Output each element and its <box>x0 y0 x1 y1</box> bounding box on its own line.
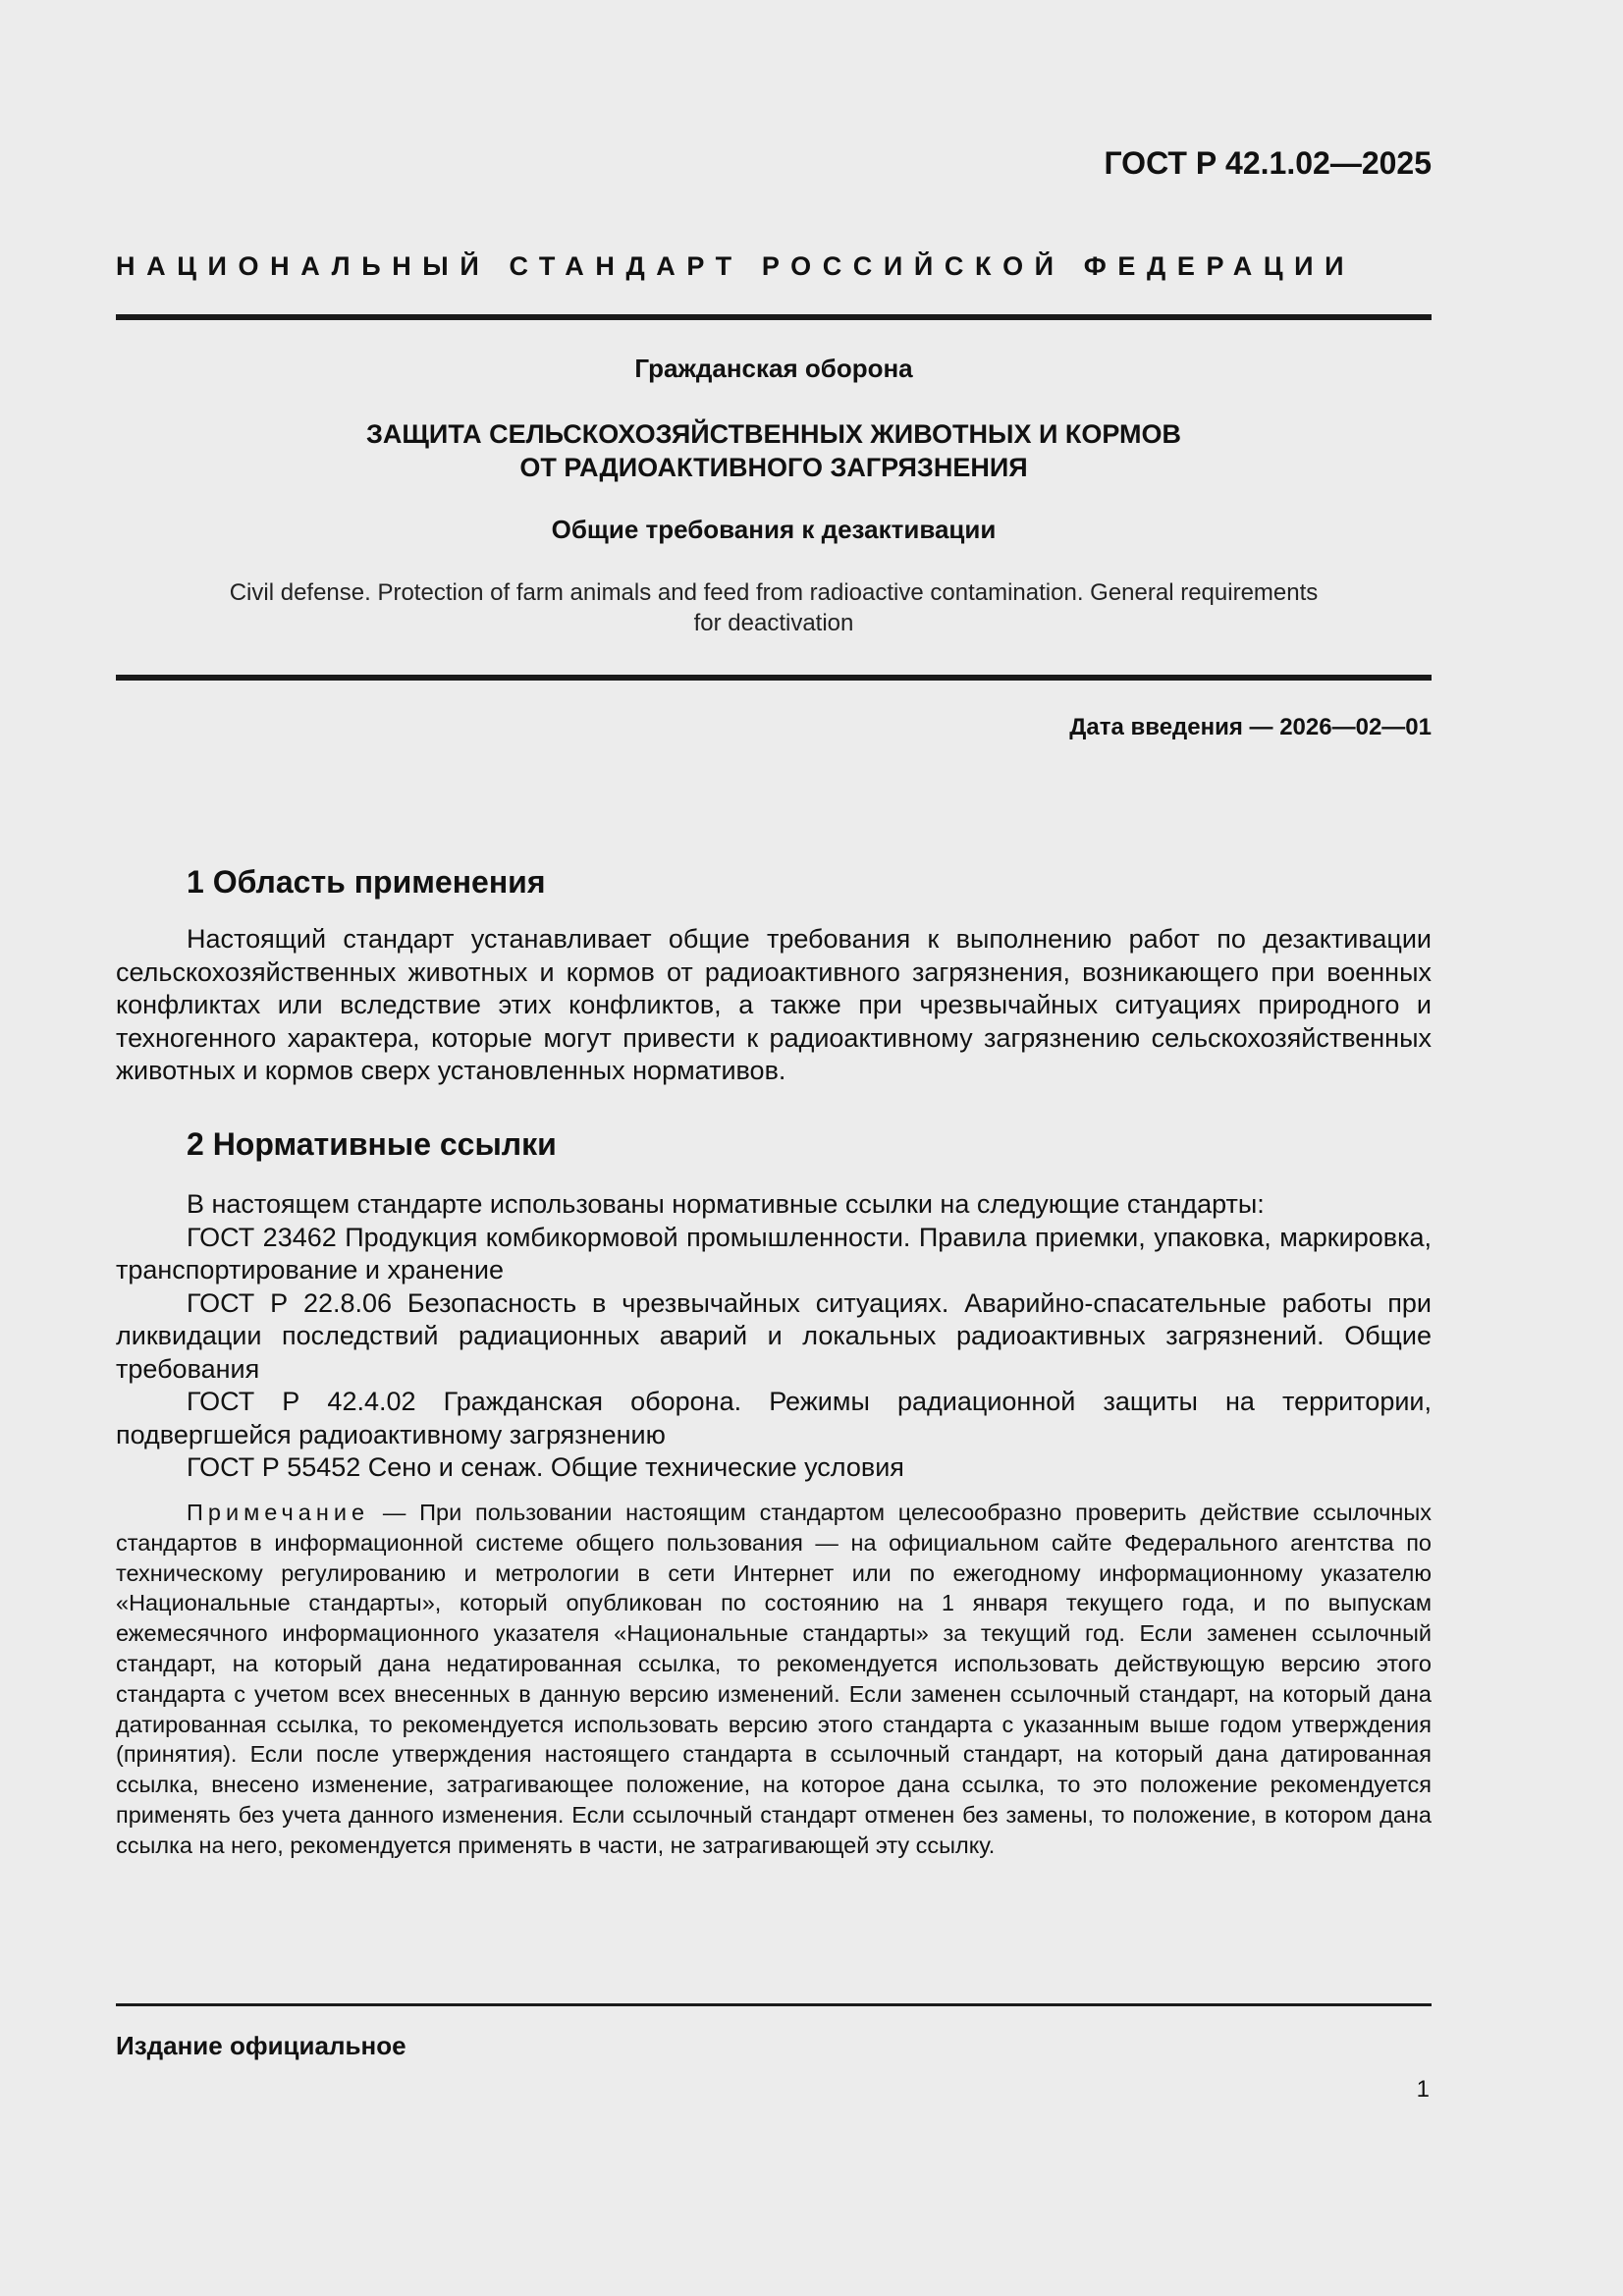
section-1-heading: 1 Область применения <box>187 864 546 900</box>
title-line-2: ОТ РАДИОАКТИВНОГО ЗАГРЯЗНЕНИЯ <box>519 453 1028 482</box>
note-label: Примечание <box>187 1500 370 1525</box>
references-intro-line <box>116 1188 1432 1222</box>
reference-item <box>116 1451 1432 1485</box>
page-number: 1 <box>1416 2076 1430 2103</box>
official-edition-label: Издание официальное <box>116 2031 406 2060</box>
english-title <box>116 577 1432 638</box>
standard-subtitle: Общие требования к дезактивации <box>551 515 997 544</box>
reference-text: ГОСТ Р 22.8.06 Безопасность в чрезвычайных ситуациях. Аварийно-спасательные работы при ликвидации последствий радиационных аварий и локальных радиоактивных загрязнений. Общие требования <box>116 1287 1432 1384</box>
section-1-body <box>116 923 1432 1088</box>
standard-title <box>116 417 1432 484</box>
section-2-heading: 2 Нормативные ссылки <box>187 1126 557 1162</box>
reference-item <box>116 1287 1432 1387</box>
section-1-text: Настоящий стандарт устанавливает общие требования к выполнению работ по дезактивации сельскохозяйственных животных и кормов от радиоактивного загрязнения, возникающего при военных конфликтах или вследствие этих конфликтов, а также при чрезвычайных ситуациях природного и техногенного характера, которые могут привести к радиоактивному загрязнению сельскохозяйственных животных и кормов сверх установленных нормативов. <box>116 924 1432 1085</box>
footer-divider <box>116 2003 1432 2006</box>
reference-item <box>116 1386 1432 1451</box>
document-number: ГОСТ Р 42.1.02—2025 <box>1104 145 1432 181</box>
reference-text: ГОСТ 23462 Продукция комбикормовой промышленности. Правила приемки, упаковка, маркировка, транспортирование и хранение <box>116 1222 1432 1285</box>
reference-item <box>116 1222 1432 1287</box>
normative-references <box>116 1188 1432 1485</box>
header-divider <box>116 314 1432 320</box>
references-intro: В настоящем стандарте использованы нормативные ссылки на следующие стандарты: <box>187 1189 1265 1219</box>
standard-topic: Гражданская оборона <box>634 354 913 383</box>
reference-text: ГОСТ Р 55452 Сено и сенаж. Общие технические условия <box>187 1452 904 1482</box>
english-title-line-2: for deactivation <box>693 610 854 636</box>
english-title-line-1: Civil defense. Protection of farm animals and feed from radioactive contamination. General requirements <box>229 579 1319 606</box>
note-text: — При пользовании настоящим стандартом целесообразно проверить действие ссылочных стандартов в информационной системе общего пользования — на официальном сайте Федерального агентства по техническому регулированию и метрологии в сети Интернет или по ежегодному информационному указателю «Национальные стандарты», который опубликован по состоянию на 1 января текущего года, и по выпускам ежемесячного информационного указателя «Национальные стандарты» за текущий год. Если заменен ссылочный стандарт, на который дана недатированная ссылка, то рекомендуется использовать действующую версию этого стандарта с учетом всех внесенных в данную версию изменений. Если заменен ссылочный стандарт, на который дана датированная ссылка, то рекомендуется использовать версию этого стандарта с указанным выше годом утверждения (принятия). Если после утверждения настоящего стандарта в ссылочный стандарт, на который дана датированная ссылка, внесено изменение, затрагивающее положение, на которое дана ссылка, то это положение рекомендуется применять без учета данного изменения. Если ссылочный стандарт отменен без замены, то положение, в котором дана ссылка на него, рекомендуется применять в части, не затрагивающей эту ссылку. <box>116 1500 1432 1858</box>
title-divider <box>116 675 1432 681</box>
references-note <box>116 1498 1432 1861</box>
reference-text: ГОСТ Р 42.4.02 Гражданская оборона. Режимы радиационной защиты на территории, подвергшейся радиоактивному загрязнению <box>116 1387 1432 1449</box>
title-line-1: ЗАЩИТА СЕЛЬСКОХОЗЯЙСТВЕННЫХ ЖИВОТНЫХ И КОРМОВ <box>366 419 1181 449</box>
national-standard-heading: НАЦИОНАЛЬНЫЙ СТАНДАРТ РОССИЙСКОЙ ФЕДЕРАЦИИ <box>116 251 1356 281</box>
introduction-date: Дата введения — 2026—02—01 <box>1069 714 1432 740</box>
